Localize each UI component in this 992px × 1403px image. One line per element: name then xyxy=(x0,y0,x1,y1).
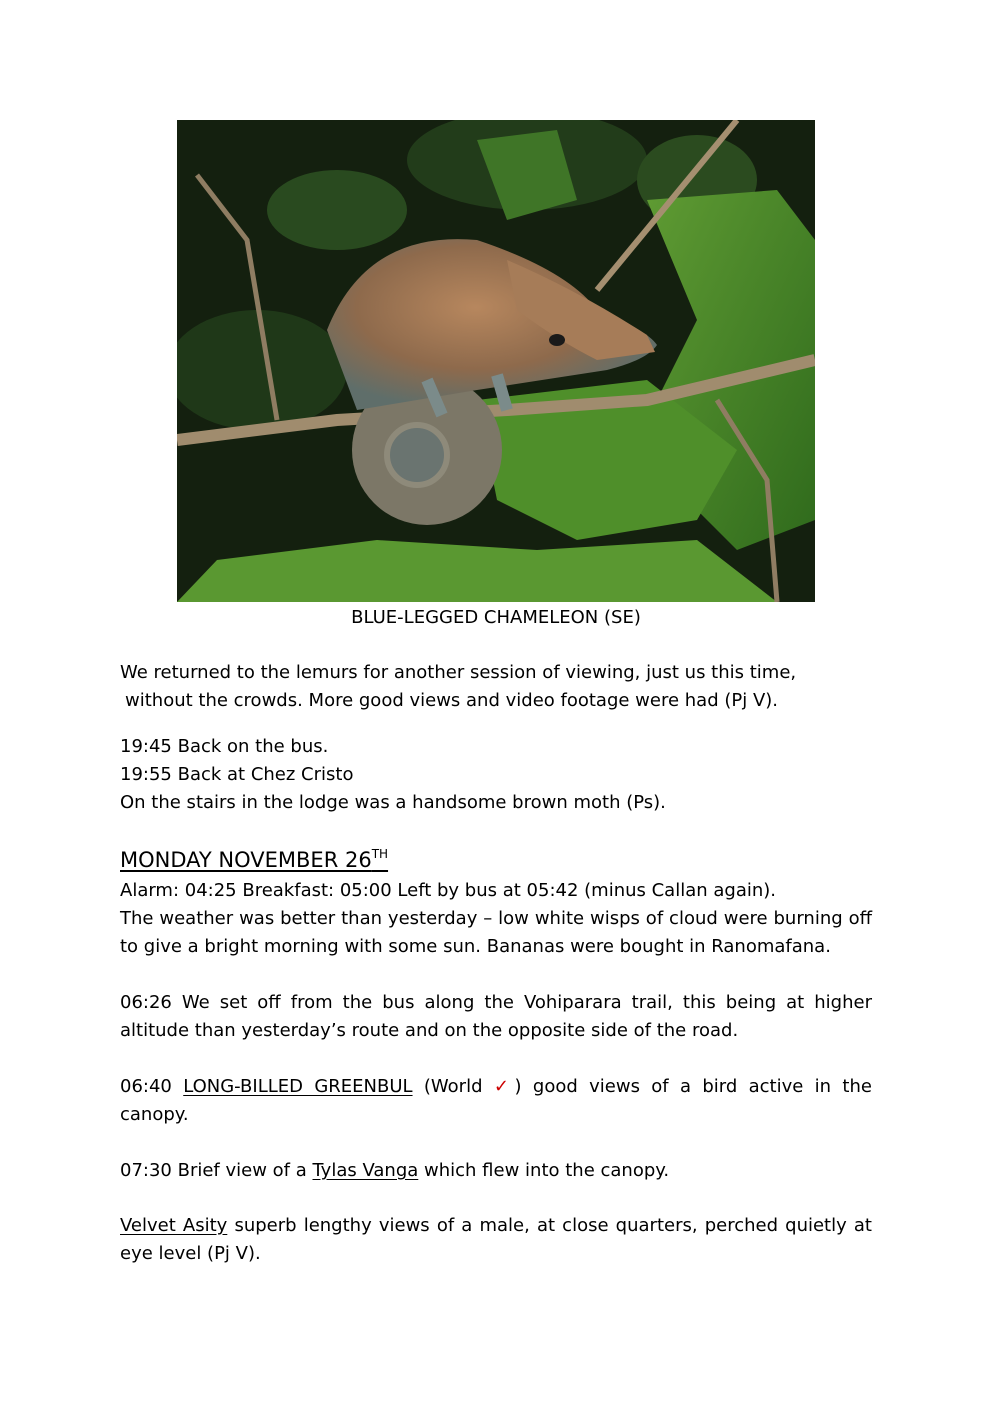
day-heading-text xyxy=(120,848,388,872)
day-intro xyxy=(120,877,872,961)
world-label: (World xyxy=(423,1076,483,1097)
paragraph-line: We returned to the lemurs for another session of viewing, just us this time, xyxy=(120,662,797,683)
entry-text: 07:30 Brief view of a xyxy=(120,1160,307,1181)
entry-0626: 06:26 We set off from the bus along the Vohiparara trail, this being at higher altitude than yesterday’s route and on the opposite side of the road. xyxy=(120,992,872,1041)
entry-text: ) good views of a bird active in the canopy. xyxy=(120,1076,872,1125)
species-name: Tylas Vanga xyxy=(312,1160,419,1181)
chameleon-photo xyxy=(177,120,815,602)
log-line: On the stairs in the lodge was a handsome brown moth (Ps). xyxy=(120,792,666,813)
entry-text: which flew into the canopy. xyxy=(424,1160,670,1181)
entry-0730 xyxy=(120,1157,872,1185)
photo-caption: BLUE-LEGGED CHAMELEON (SE) xyxy=(351,607,641,628)
entry-text: superb lengthy views of a male, at close quarters, perched quietly at eye level (Pj V). xyxy=(120,1215,872,1264)
entry-0640 xyxy=(120,1073,872,1129)
log-line: 19:45 Back on the bus. xyxy=(120,736,329,757)
day-heading-main: MONDAY NOVEMBER 26 xyxy=(120,848,372,872)
lemur-paragraph xyxy=(120,659,872,715)
check-icon: ✓ xyxy=(493,1076,515,1097)
entry-velvet-asity xyxy=(120,1212,872,1268)
species-name: LONG-BILLED GREENBUL xyxy=(183,1076,413,1097)
weather-paragraph: The weather was better than yesterday – low white wisps of cloud were burning off to give a bright morning with some sun. Bananas were bought in Ranomafana. xyxy=(120,908,872,957)
species-name: Velvet Asity xyxy=(120,1215,228,1236)
evening-log xyxy=(120,733,872,817)
log-line: 19:55 Back at Chez Cristo xyxy=(120,764,354,785)
day-heading xyxy=(120,846,872,874)
day-heading-sup: TH xyxy=(371,847,389,861)
alarm-line: Alarm: 04:25 Breakfast: 05:00 Left by bus at 05:42 (minus Callan again). xyxy=(120,880,777,901)
entry-time: 06:40 xyxy=(120,1076,172,1097)
paragraph-line: without the crowds. More good views and video footage were had (Pj V). xyxy=(125,690,779,711)
